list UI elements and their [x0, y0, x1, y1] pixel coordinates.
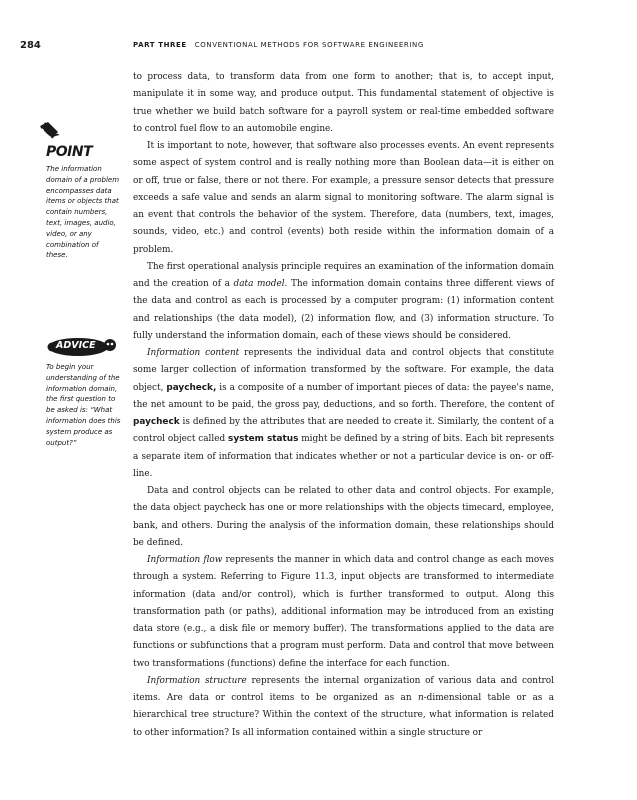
- part-label: PART THREE: [133, 41, 187, 49]
- object-paycheck: paycheck,: [166, 382, 217, 393]
- advice-note: To begin your understanding of the information domain, the first question to be asked is: “What information does this system produce as output?”: [46, 363, 121, 447]
- paragraph: The first operational analysis principle requires an examination of the information domain and the creation of a data model. The information domain contains three different views of the data and control as each is processed by a computer program: (1) information content and relationships (the data model), (2) information flow, and (3) information structure. To fully understand the information domain, each of these views should be considered.: [133, 261, 554, 341]
- term-information-content: Information content: [147, 348, 240, 358]
- object-system-status: system status: [228, 434, 299, 445]
- key-label: KEY: [37, 121, 60, 142]
- term-information-structure: Information structure: [147, 675, 247, 686]
- paragraph: Information flow represents the manner in which data and control change as each moves through a system. Referring to Figure 11.3, input objects are transformed to intermediate information (data and/or control), which is further transformed to output. Along this transformation path (or paths), additional information may be introduced from an existing data store (e.g., a disk file or memory buffer). The transformations applied to the data are functions or subfunctions that a program must perform. Data and control that move between two transformations (functions) define the interface for each function.: [133, 555, 554, 669]
- object-paycheck: paycheck: [133, 417, 180, 427]
- term-information-flow: Information flow: [147, 555, 223, 565]
- running-header: [133, 41, 424, 49]
- paragraph: It is important to note, however, that software also processes events. An event represents some aspect of system control and is really nothing more than Boolean data—it is either on or off, true or false, there or not there. For example, a pressure sensor detects that pressure exceeds a safe value and sends an alarm signal to monitoring software. The alarm signal is an event that controls the behavior of the system. Therefore, data (numbers, text, images, sounds, video, etc.) and control (events) both reside within the information domain of a problem.: [133, 141, 554, 255]
- paragraph: Information content represents the individual data and control objects that constitute some larger collection of information transformed by the software. For example, the data object, paycheck, is a composite of a number of important pieces of data: the payee's name, the net amount to be paid, the gross pay, deductions, and so forth. Therefore, the content of paycheck is defined by the attributes that are needed to create it. Similarly, the content of a control object called system status might be defined by a string of bits. Each bit represents a separate item of information that indicates whether or not a particular device is on- or off-line.: [133, 348, 554, 479]
- paragraph: to process data, to transform data from one form to another; that is, to accept input, manipulate it in some way, and produce output. This fundamental statement of objective is true whether we build batch software for a payroll system or real-time embedded software to control fuel flow to an automobile engine.: [133, 72, 554, 134]
- body-text: [133, 69, 554, 742]
- key-point-note: The information domain of a problem encompasses data items or objects that contain numbers, text, images, audio, video, or any combination of these.: [46, 165, 120, 260]
- advice-label: ADVICE: [56, 340, 96, 351]
- point-label: POINT: [46, 144, 93, 160]
- chapter-title: CONVENTIONAL METHODS FOR SOFTWARE ENGINEERING: [194, 41, 424, 49]
- page-number: 284: [20, 40, 41, 51]
- term-data-model: data model.: [233, 279, 288, 289]
- paragraph: Data and control objects can be related to other data and control objects. For example, the data object paycheck has one or more relationships with the objects timecard, employee, bank, and others. During the analysis of the information domain, these relationships should be defined.: [133, 486, 554, 548]
- paragraph: Information structure represents the internal organization of various data and control items. Are data or control items to be organized as an n-dimensional table or as a hierarchical tree structure? Within the context of the structure, what information is related to other information? Is all information contained within a single structure or: [133, 675, 555, 738]
